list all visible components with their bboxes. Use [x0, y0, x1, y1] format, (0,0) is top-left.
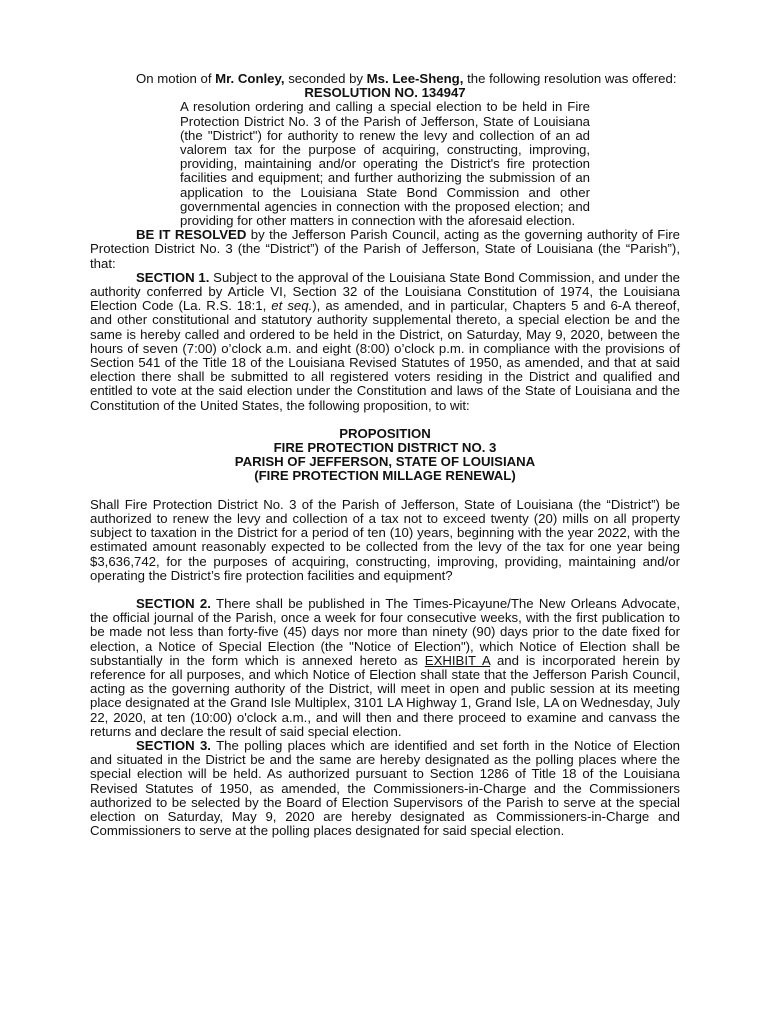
section-1-paragraph [90, 271, 680, 413]
section-2-text-b: and is incorporated herein by reference for all purposes, and which Notice of Election shall state that the Jefferson Parish Council, acting as the governing authority of the District, will meet in open and public session at its meeting place designated at the Grand Isle Multiplex, 3101 LA Highway 1, Grand Isle, LA on Wednesday, July 22, 2020, at ten (10:00) o'clock a.m., and will then and there proceed to examine and canvass the returns and declare the result of said special election. [90, 652, 680, 739]
be-it-resolved-paragraph [90, 228, 680, 271]
motion-paragraph [90, 72, 680, 86]
be-it-resolved-lead: BE IT RESOLVED [136, 227, 247, 243]
motion-seconder: Ms. Lee-Sheng, [366, 71, 464, 86]
section-1-text-a: Subject to the approval of the Louisiana State Bond Commission, and under the authority conferred by Article VI, Section 32 of the Louisiana Constitution of 1974, the Louisiana Election Code (La. R.S. 18:1, [90, 269, 680, 314]
section-3-label: SECTION 3. [136, 737, 211, 753]
resolution-title: RESOLUTION NO. 134947 [304, 85, 466, 101]
section-3-text: The polling places which are identified and set forth in the Notice of Election and situated in the District be and the same are hereby designated as the polling places where the special election will be held. As authorized pursuant to Section 1286 of Title 18 of the Louisiana Revised Statutes of 1950, as amended, the Commissioners-in-Charge and the Commissioners authorized to be selected by the Board of Election Supervisors of the Parish to serve at the special election on Saturday, May 9, 2020 are hereby designated as Commissioners-in-Charge and Commissioners to serve at the polling places designated for said special election. [90, 737, 680, 839]
motion-mover: Mr. Conley, [215, 71, 285, 86]
section-1-italic: et seq. [271, 298, 313, 314]
resolution-summary: A resolution ordering and calling a special election to be held in Fire Protection District No. 3 of the Parish of Jefferson, State of Louisiana (the "District") for authority to renew the levy and collection of an ad valorem tax for the purpose of acquiring, constructing, improving, providing, maintaining and/or operating the District's fire protection facilities and equipment; and further authorizing the submission of an application to the Louisiana State Bond Commission and other governmental agencies in connection with the proposed election; and providing for other matters in connection with the aforesaid election. [180, 99, 590, 229]
proposition-heading-line: PROPOSITION [339, 425, 431, 441]
exhibit-a-link[interactable]: EXHIBIT A [424, 652, 491, 668]
section-3-paragraph [90, 739, 680, 838]
proposition-heading-line: FIRE PROTECTION DISTRICT NO. 3 [273, 440, 497, 456]
proposition-heading-line: PARISH OF JEFFERSON, STATE OF LOUISIANA [234, 454, 536, 470]
section-2-text-a: There shall be published in The Times-Picayune/The New Orleans Advocate, the official journal of the Parish, once a week for four consecutive weeks, with the first publication to be made not less than forty-five (45) days nor more than ninety (90) days prior to the date fixed for election, a Notice of Special Election (the "Notice of Election"), which Notice of Election shall be substantially in the form which is annexed hereto as [90, 595, 680, 668]
be-it-resolved-text: by the Jefferson Parish Council, acting as the governing authority of Fire Protection District No. 3 (the “District”) of the Parish of Jefferson, State of Louisiana (the “Parish”), that: [90, 227, 680, 271]
section-2-paragraph [90, 597, 680, 739]
section-1-label: SECTION 1. [136, 269, 210, 285]
section-2-label: SECTION 2. [136, 595, 211, 611]
motion-middle: seconded by [284, 71, 367, 86]
section-1-text-b: ), as amended, and in particular, Chapters 5 and 6-A thereof, and other constitutional and statutory authority supplemental thereto, a special election be and the same is hereby called and ordered to be held in the District, on Saturday, May 9, 2020, between the hours of seven (7:00) o’clock a.m. and eight (8:00) o’clock p.m. in compliance with the provisions of Section 541 of the Title 18 of the Louisiana Revised Statutes of 1950, as amended, and that at said election there shall be submitted to all registered voters residing in the District and qualified and entitled to vote at the said election under the Constitution and laws of the State of Louisiana and the Constitution of the United States, the following proposition, to wit: [90, 298, 681, 413]
proposition-text: Shall Fire Protection District No. 3 of the Parish of Jefferson, State of Louisiana (the “District”) be authorized to renew the levy and collection of a tax not to exceed twenty (20) mills on all property subject to taxation in the District for a period of ten (10) years, beginning with the year 2022, with the estimated amount reasonably expected to be collected from the levy of the tax for one year being $3,636,742, for the purposes of acquiring, constructing, improving, providing, maintaining and/or operating the District’s fire protection facilities and equipment? [90, 496, 680, 583]
motion-suffix: the following resolution was offered: [463, 71, 677, 86]
proposition-heading-line: (FIRE PROTECTION MILLAGE RENEWAL) [254, 468, 516, 484]
motion-prefix: On motion of [136, 71, 216, 86]
proposition-heading [90, 427, 680, 484]
